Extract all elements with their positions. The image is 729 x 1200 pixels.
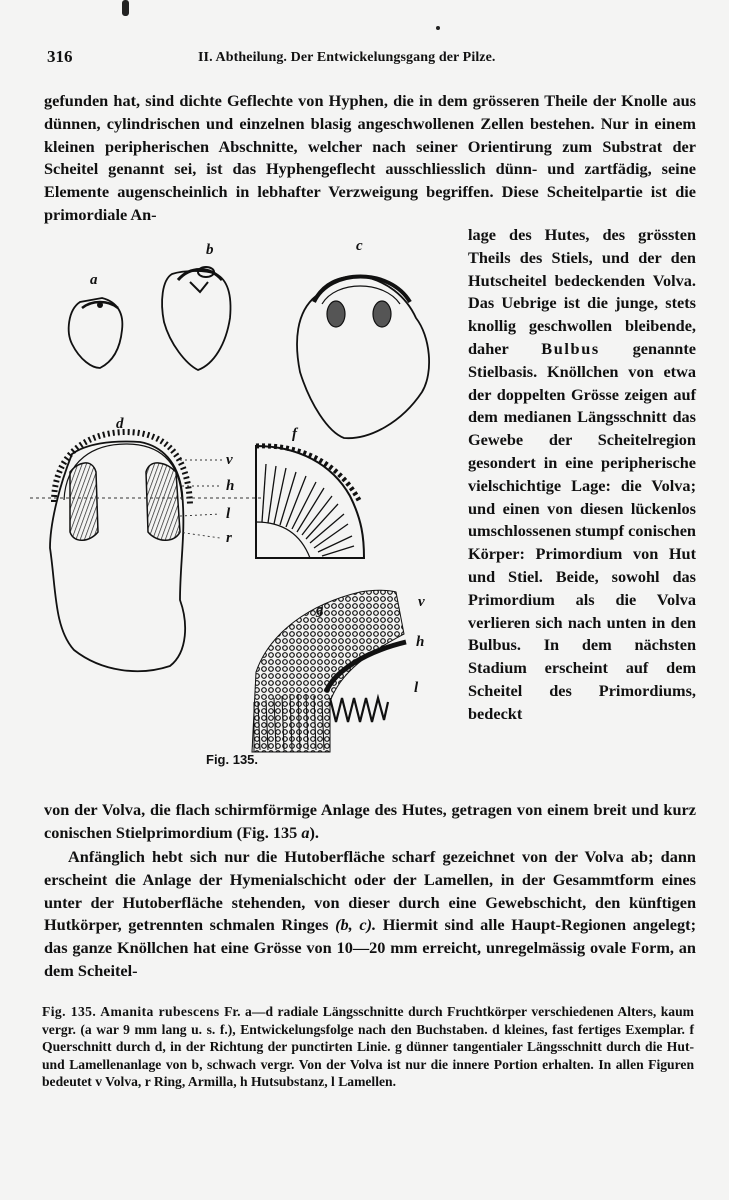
print-speck — [122, 0, 129, 16]
label-v-d: v — [226, 452, 233, 468]
paragraph-2-end: ). — [309, 822, 319, 842]
label-v-g: v — [418, 594, 425, 610]
specimen-f-section — [256, 446, 364, 558]
specimen-g-tangential — [252, 590, 406, 752]
label-h-g: h — [416, 634, 425, 650]
caption-lead: Fig. 135. Amanita rubescens — [42, 1004, 220, 1019]
page-number: 316 — [47, 47, 73, 66]
figure-number: Fig. 135. — [206, 752, 259, 767]
label-b: b — [206, 242, 214, 258]
running-title: II. Abtheilung. Der Entwickelungsgang der Pilze. — [198, 50, 496, 65]
specimen-a — [69, 298, 123, 368]
paragraph-2-text: von der Volva, die flach schirmförmige Anlage des Hutes, getragen von einem breit und kurz conischen Stielprimordium (Fig. 135 — [44, 800, 696, 842]
specimen-b — [162, 267, 230, 370]
paragraph-3-text2: Hiermit sind alle Haupt-Regionen angelegt; das ganze Knöllchen hat eine Grösse von 10—20 mm erreicht, unregelmässig ovale Form, an dem Scheitel- — [44, 915, 697, 980]
figure-caption — [42, 1003, 694, 1091]
side-text-part2: genannte Stielbasis. Knöllchen von etwa der doppelten Grösse zeigen auf dem medianen Längsschnitt das Gewebe der Scheitelregion gesondert in eine peripherische vielschichtige Lage: die Volva; und einen von diesen lückenlos umschlossenen stumpf conischen Körper: Primordium von Hut und Stiel. Beide, sowohl das Primordium als die Volva verlieren sich nach unten in den Bulbus. In dem nächsten Stadium erscheint auf dem Scheitel des Primordiums, bedeckt — [468, 338, 696, 723]
label-h-d: h — [226, 478, 235, 494]
paragraph-3-refs: (b, c). — [335, 915, 377, 935]
term-bulbus: Bulbus — [541, 338, 600, 358]
label-r-d: r — [226, 530, 232, 546]
side-text-part1: lage des Hutes, des grössten Theils des Stiels, und der den Hutscheitel bedeckenden Volva. Das Uebrige ist die junge, stets knollig geschwollen bleibende, daher — [468, 225, 696, 358]
label-d: d — [116, 416, 124, 432]
paragraph-2-ref: a — [301, 822, 310, 842]
paragraph-3-text: Anfänglich hebt sich nur die Hutoberfläche scharf gezeichnet von der Volva ab; dann erscheint die Anlage der Hymenialschicht oder der Lamellen, in der Gesammtform eines unter der Hutoberfläche stehenden, von dieser durch eine Gewebschicht, den künftigen Hutkörper, getrennten schmalen Ringes — [44, 847, 696, 935]
paragraph-1: gefunden hat, sind dichte Geflechte von Hyphen, die in dem grösseren Theile der Knolle aus dünnen, cylindrischen und einzelnen blasig angeschwollenen Zellen bestehen. Nur in einem kleinen peripherischen Abschnitte, welcher nach seiner Orientirung zum Substrat der Scheitel genannt sei, ist das Hyphengeflecht ausschliesslich dünn- und zartfädig, seine Elemente augenscheinlich in lebhafter Verzweigung begriffen. Diese Scheitelpartie ist die primordiale An- — [44, 91, 696, 224]
label-f: f — [292, 426, 297, 442]
paragraph-2 — [44, 799, 696, 845]
figure-135 — [30, 232, 470, 792]
label-l-g: l — [414, 680, 419, 696]
caption-text: Fr. a—d radiale Längsschnitte durch Fruchtkörper verschiedenen Alters, kaum vergr. (a war 9 mm lang u. s. f.), Entwickelungsfolge nach den Buchstaben. d kleines, fast fertiges Exemplar. f Querschnitt durch d, in der Richtung der punctirten Linie. g dünner tangentialer Längsschnitt durch die Hut- und Lamellenanlage von b, schwach vergr. Von der Volva ist nur die innere Portion erhalten. In allen Figuren bedeutet v Volva, r Ring, Armilla, h Hutsubstanz, l Lamellen. — [42, 1004, 694, 1089]
label-c: c — [356, 238, 363, 254]
label-a: a — [90, 272, 98, 288]
specimen-c — [297, 276, 429, 438]
side-column-text — [468, 224, 696, 726]
label-l-d: l — [226, 506, 231, 522]
print-speck — [436, 26, 440, 30]
label-g: g — [316, 602, 324, 618]
paragraph-3 — [44, 846, 696, 983]
